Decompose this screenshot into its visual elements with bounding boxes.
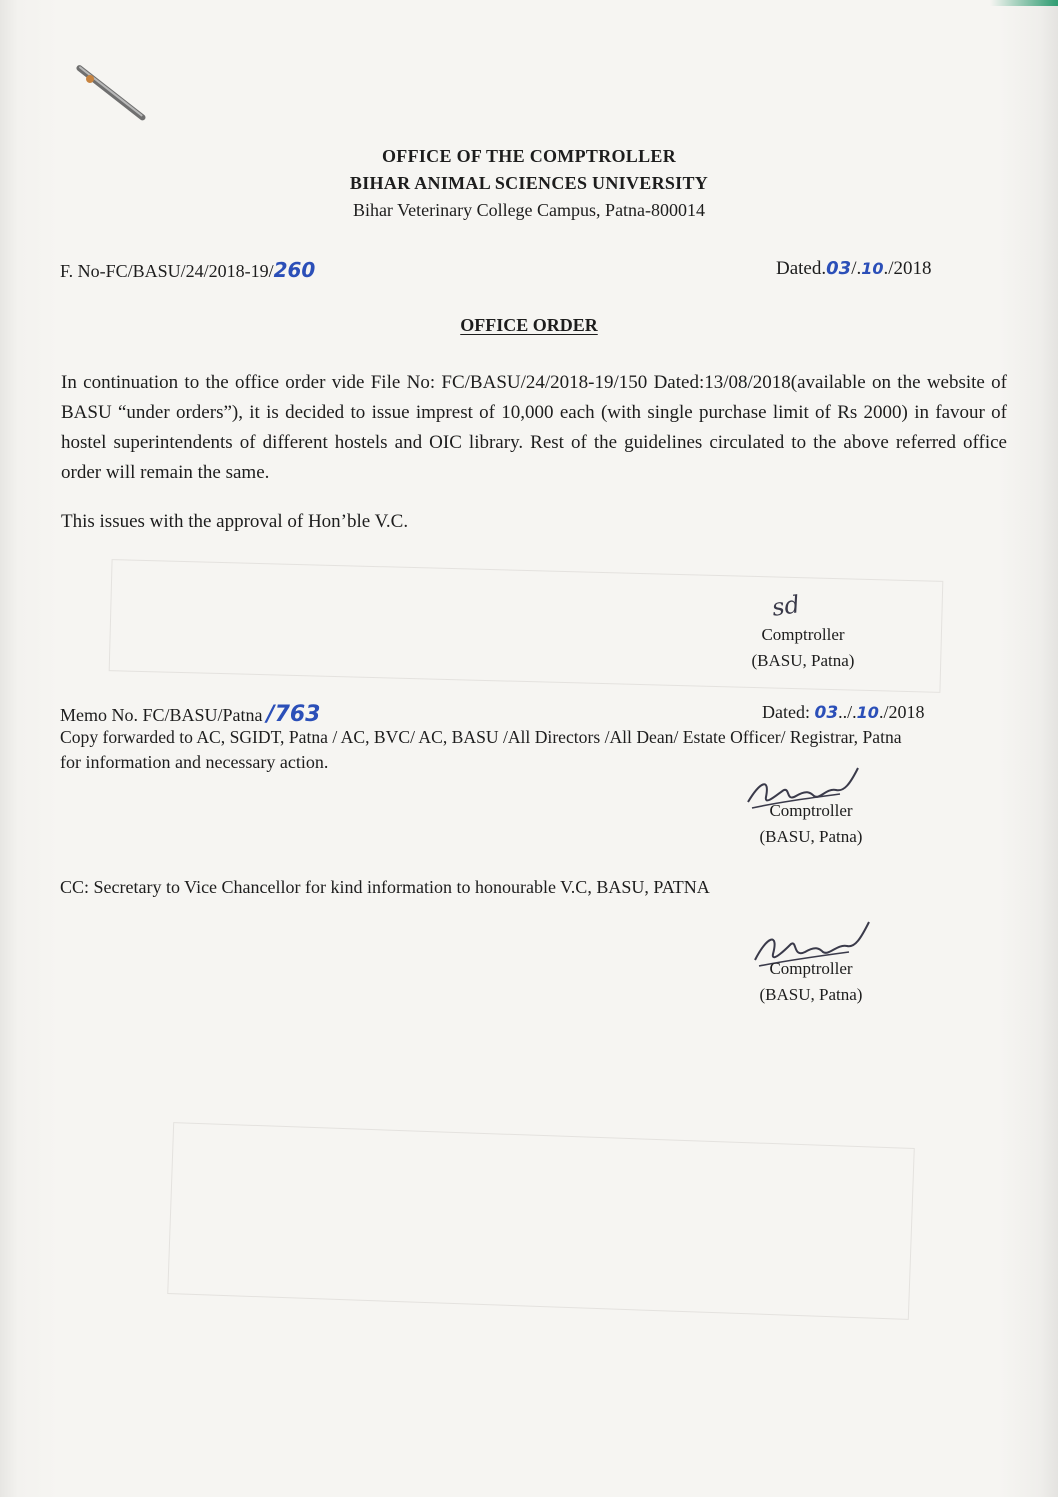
order-date [776,258,932,280]
order-date-sep: /. [851,258,862,279]
memo-date-month: 10 [856,703,879,722]
cc-line: CC: Secretary to Vice Chancellor for kind information to honourable V.C, BASU, PATNA [60,877,710,897]
university-heading: BIHAR ANIMAL SCIENCES UNIVERSITY [349,173,709,193]
staple-pin [72,60,153,128]
memo-date-year: ./2018 [878,702,925,722]
signature-block-1 [748,622,858,674]
office-heading: OFFICE OF THE COMPTROLLER [381,146,677,166]
signature-3-designation: Comptroller [769,959,853,978]
page-edge-mark [990,0,1058,6]
file-number-handwritten: 260 [273,258,316,282]
order-body-paragraph: In continuation to the office order vide File No: FC/BASU/24/2018-19/150 Dated:13/08/2018(available on the website of BASU “under orders”), it is decided to issue imprest of 10,000 each (with single purchase limit of Rs 2000) in favour of hostel superintendents of different hostels and OIC library. Rest of the guidelines circulated to the above referred office order will remain the same. [61,372,1007,483]
signature-1-org: (BASU, Patna) [751,651,855,670]
order-date-month: 10 [861,259,884,278]
signature-1-designation: Comptroller [761,625,845,644]
memo-date-sep: ../. [838,702,857,722]
memo-date [762,702,924,723]
memo-date-label: Dated: [762,702,815,722]
order-date-year: ./2018 [883,258,932,279]
signature-3-org: (BASU, Patna) [759,985,863,1004]
copy-purpose-line: for information and necessary action. [60,752,329,772]
order-date-day: 03 [826,258,852,279]
copy-forwarded-line: Copy forwarded to AC, SGIDT, Patna / AC, BVC/ AC, BASU /All Directors /All Dean/ Estate Officer/ Registrar, Patna [60,727,902,747]
document-title: OFFICE ORDER [460,315,598,335]
order-date-label: Dated. [776,258,827,279]
signature-block-2 [752,798,870,850]
signature-block-3 [744,956,878,1008]
approval-line: This issues with the approval of Hon’ble V.C. [61,511,409,532]
memo-number [60,702,321,727]
memo-number-handwritten: /763 [266,702,321,727]
memo-date-day: 03 [814,703,839,723]
memo-number-prefix: Memo No. FC/BASU/Patna [60,705,263,725]
file-number-prefix: F. No-FC/BASU/24/2018-19/ [60,261,274,281]
signature-mark-sd: sd [770,590,802,622]
signature-2-designation: Comptroller [769,801,853,820]
file-number [60,258,315,282]
bleed-through-box [167,1122,915,1320]
university-address: Bihar Veterinary College Campus, Patna-800014 [352,200,706,220]
signature-2-org: (BASU, Patna) [759,827,863,846]
